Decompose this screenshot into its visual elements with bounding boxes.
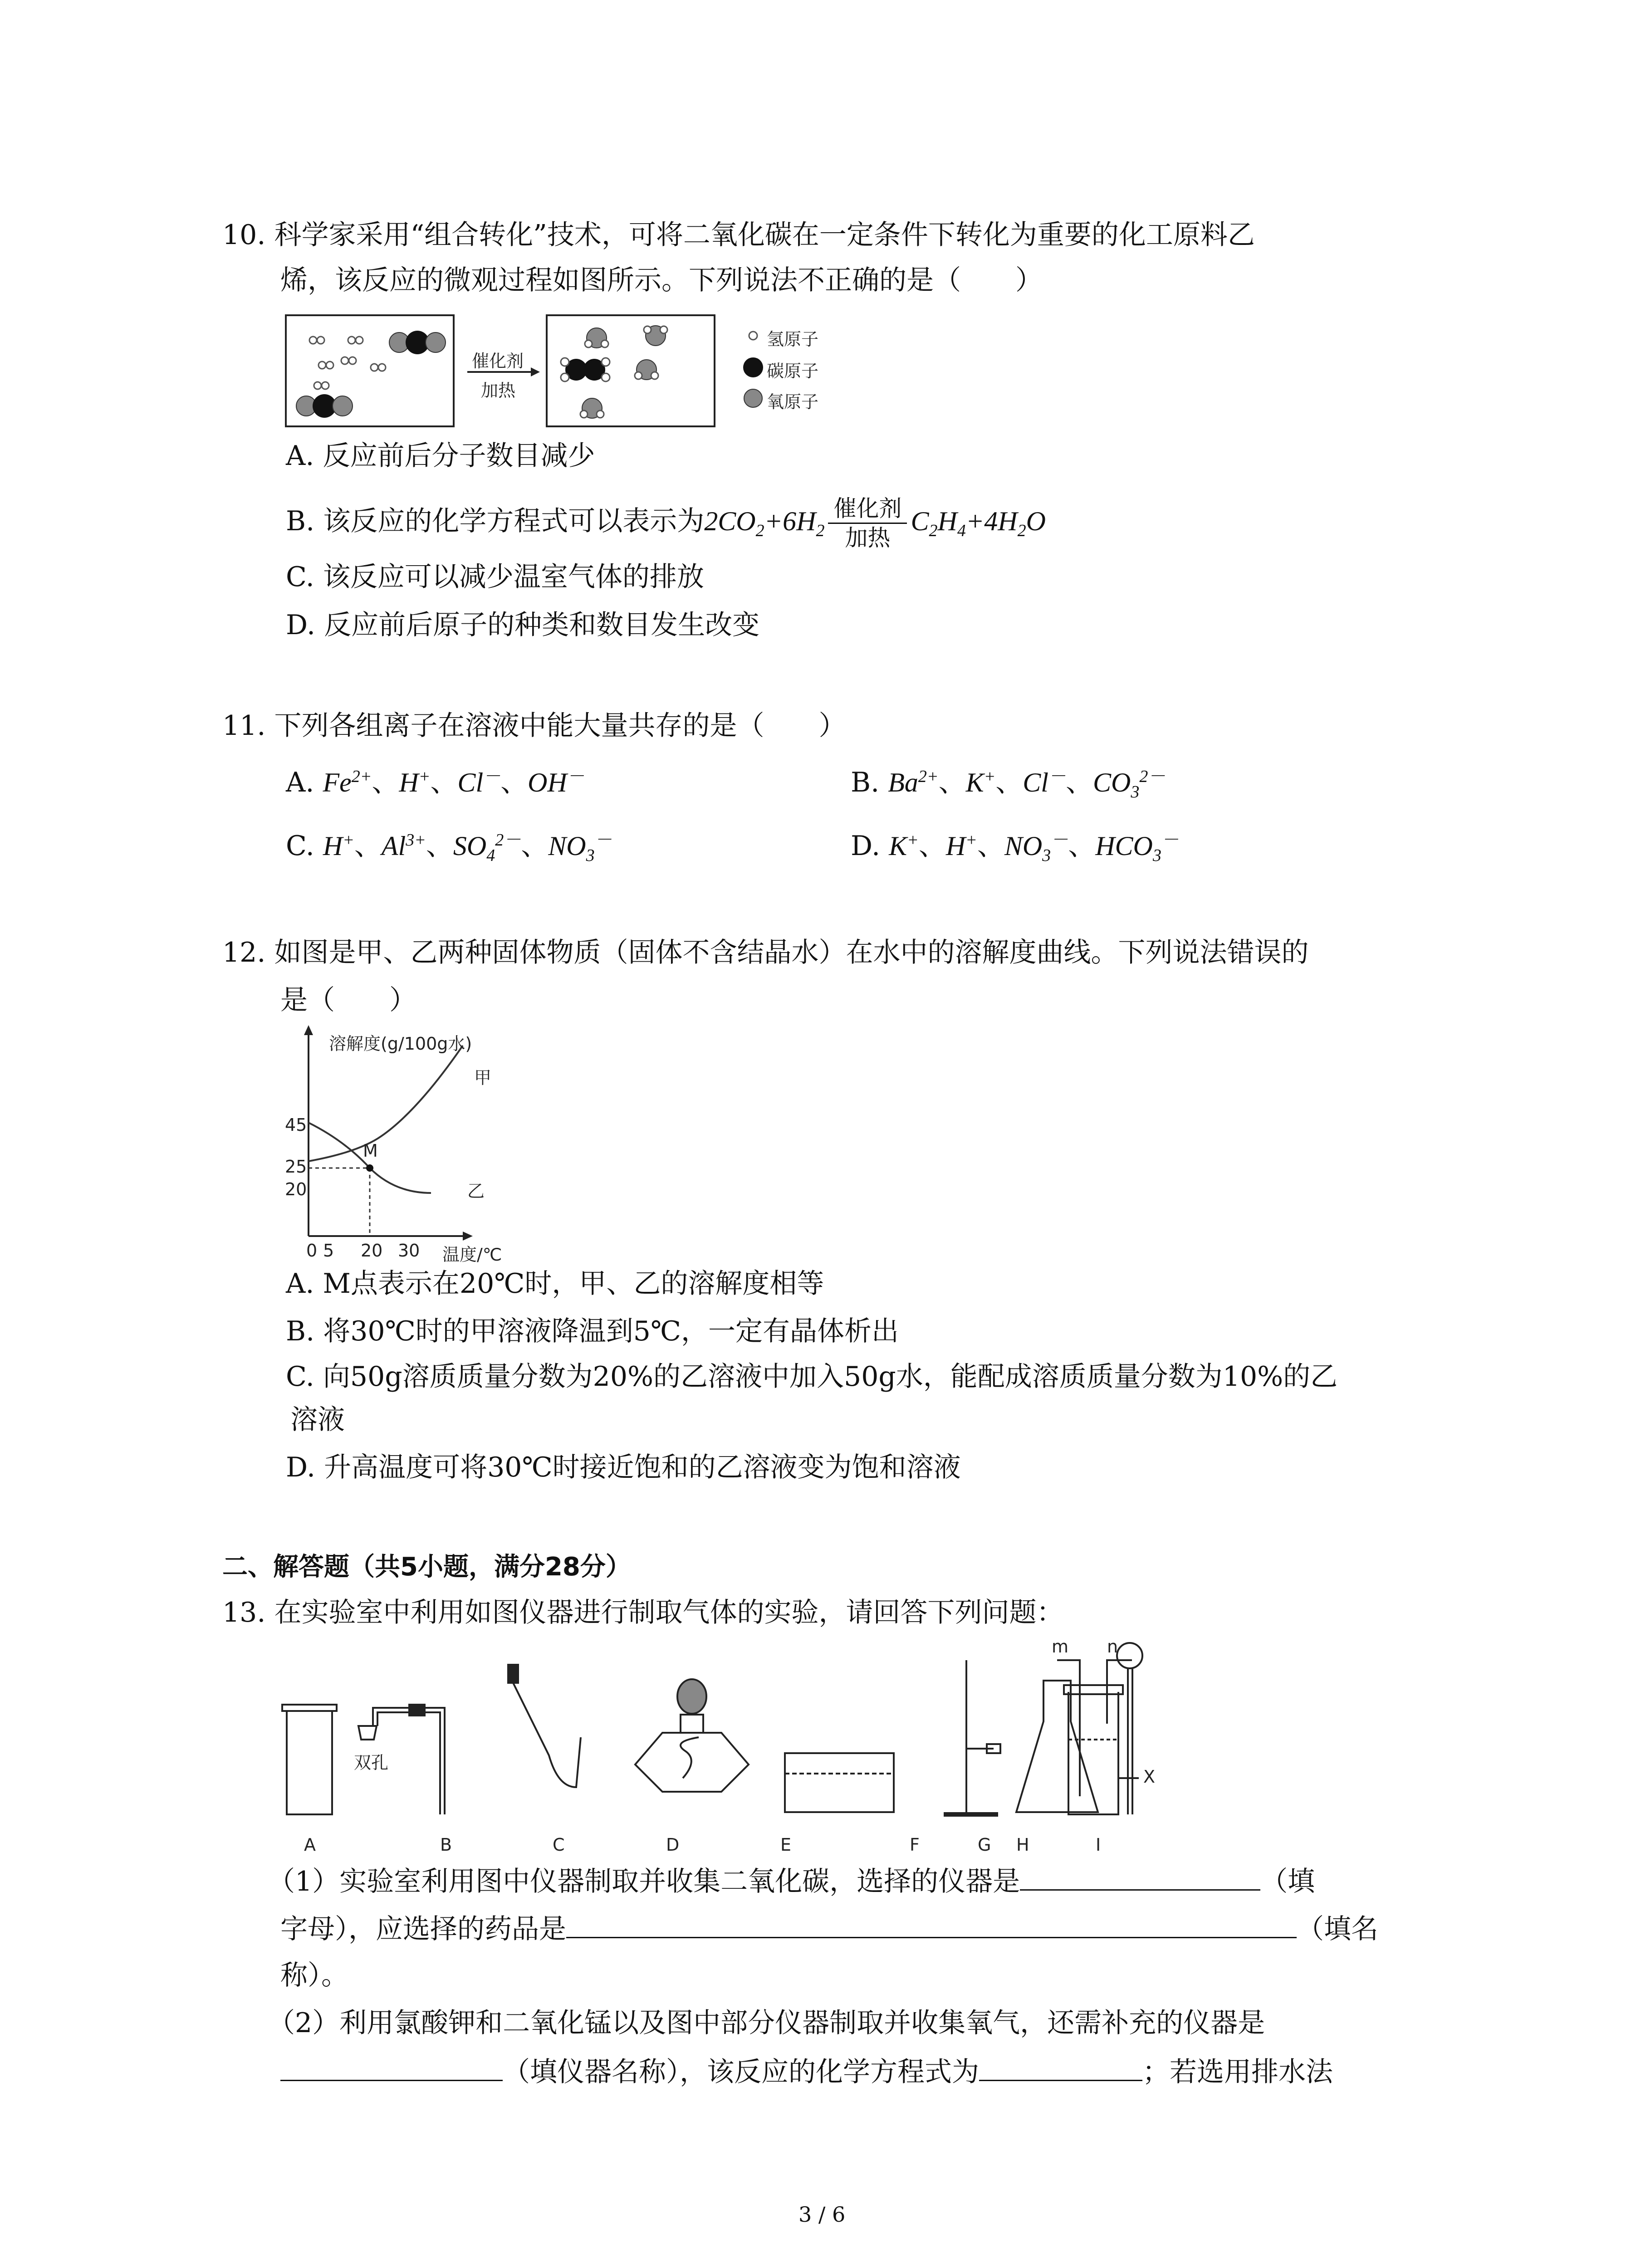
apparatus-i-n-label: n	[1107, 1637, 1118, 1657]
apparatus-letter-f: F	[910, 1835, 920, 1855]
q11-option-d: D. K+、H+、$NO_3^-$、$HCO_3^-$	[851, 830, 1179, 865]
series-jia-curve	[309, 1046, 463, 1161]
q10-option-d: D. 反应前后原子的种类和数目发生改变	[286, 609, 760, 641]
apparatus-b	[358, 1726, 377, 1740]
apparatus-b-note: 双孔	[354, 1753, 389, 1773]
q12-option-c-line1: C. 向50g溶质质量分数为20%的乙溶液中加入50g水，能配成溶质质量分数为10%的乙	[286, 1361, 1338, 1393]
x-axis-label: 温度/℃	[442, 1245, 502, 1265]
apparatus-i-x-label: X	[1143, 1767, 1156, 1787]
x-tick-30: 30	[398, 1241, 420, 1261]
apparatus-i-svg	[1048, 1642, 1211, 1833]
equation-condition: $\frac{\text{催化剂}}{\text{加热}}$	[828, 494, 907, 552]
series-yi-label: 乙	[467, 1181, 485, 1201]
x-tick-20: 20	[361, 1241, 383, 1261]
chart-title: 溶解度(g/100g水)	[329, 1034, 472, 1054]
q12-line1: 12. 如图是甲、乙两种固体物质（固体不含结晶水）在水中的溶解度曲线。下列说法错误的	[222, 937, 1309, 968]
apparatus-e	[785, 1753, 894, 1812]
point-m-label: M	[363, 1141, 378, 1161]
q13-part2-line1: （2）利用氯酸钾和二氧化锰以及图中部分仪器制取并收集氧气，还需补充的仪器是	[268, 2007, 1265, 2039]
section-heading: 二、解答题（共5小题，满分28分）	[222, 1552, 631, 1582]
q10-option-c: C. 该反应可以减少温室气体的排放	[286, 561, 704, 593]
point-m	[366, 1164, 373, 1172]
answer-blank-2[interactable]	[566, 1910, 1297, 1938]
answer-blank-3[interactable]	[280, 2053, 503, 2081]
q12-option-a: A. M点表示在20℃时，甲、乙的溶解度相等	[286, 1268, 824, 1300]
q13-part1-line3: 称）。	[280, 1960, 348, 1991]
q13-part2-line2: （填仪器名称），该反应的化学方程式为 ；若选用排水法	[280, 2053, 1333, 2090]
q13-part1-line2: 字母），应选择的药品是 （填名	[280, 1910, 1378, 1947]
solubility-chart-svg	[281, 1025, 535, 1261]
apparatus-letter-h: H	[1016, 1835, 1029, 1855]
q10-option-b	[286, 494, 1046, 552]
series-jia-label: 甲	[474, 1068, 492, 1088]
answer-blank-1[interactable]	[1020, 1862, 1260, 1891]
equation-left: $2CO_2+6H_2$	[704, 506, 825, 541]
y-tick-25: 25	[285, 1157, 307, 1177]
y-tick-20: 20	[285, 1179, 307, 1199]
q11-option-b: B. $Ba^{2+}$、K+、Cl－、$CO_3^{2-}$	[851, 767, 1166, 802]
apparatus-letter-e: E	[780, 1835, 792, 1855]
q12-option-d: D. 升高温度可将30℃时接近饱和的乙溶液变为饱和溶液	[286, 1452, 961, 1483]
legend-carbon: 碳原子	[767, 361, 819, 381]
apparatus-letter-c: C	[553, 1835, 565, 1855]
q10-option-a: A. 反应前后分子数目减少	[286, 440, 595, 472]
apparatus-i-m-label: m	[1052, 1637, 1069, 1657]
page-number: 3 / 6	[798, 2202, 846, 2227]
apparatus-i	[1057, 1660, 1139, 1814]
answer-blank-4[interactable]	[979, 2053, 1142, 2081]
apparatus-c	[508, 1665, 518, 1683]
arrow-condition-catalyst: 催化剂	[472, 351, 524, 371]
q13-part1-line1: （1）实验室利用图中仪器制取并收集二氧化碳，选择的仪器是 （填	[268, 1862, 1315, 1900]
q12-option-c-line2: 溶液	[290, 1404, 345, 1436]
q11-stem: 11. 下列各组离子在溶液中能大量共存的是（ ）	[222, 710, 846, 742]
q10-option-b-text: B. 该反应的化学方程式可以表示为	[286, 505, 705, 538]
x-tick-0: 0	[306, 1241, 318, 1261]
apparatus-letter-g: G	[978, 1835, 991, 1855]
q11-option-a: A. $Fe^{2+}$、H+、Cl－、OH－	[286, 767, 584, 798]
q10-line1: 10. 科学家采用“组合转化”技术，可将二氧化碳在一定条件下转化为重要的化工原料乙	[222, 219, 1255, 251]
legend-oxygen: 氧原子	[767, 392, 819, 412]
q13-stem: 13. 在实验室中利用如图仪器进行制取气体的实验，请回答下列问题：	[222, 1597, 1064, 1628]
apparatus-a	[287, 1710, 332, 1814]
legend-hydrogen: 氢原子	[767, 329, 819, 349]
apparatus-letter-i: I	[1096, 1835, 1101, 1855]
apparatus-letter-d: D	[666, 1835, 680, 1855]
arrow-condition-heat: 加热	[481, 381, 516, 401]
q12-line2: 是（ ）	[280, 984, 416, 1016]
equation-right: $C_2H_4+4H_2O$	[911, 506, 1046, 541]
x-tick-5: 5	[323, 1241, 334, 1261]
q10-line2: 烯，该反应的微观过程如图所示。下列说法不正确的是（ ）	[280, 264, 1043, 296]
q11-option-c: C. H+、$Al^{3+}$、$SO_4^{2-}$、$NO_3^-$	[286, 830, 612, 865]
apparatus-letter-b: B	[440, 1835, 452, 1855]
apparatus-letter-a: A	[304, 1835, 316, 1855]
q12-option-b: B. 将30℃时的甲溶液降温到5℃，一定有晶体析出	[286, 1315, 899, 1347]
y-tick-45: 45	[285, 1115, 307, 1135]
